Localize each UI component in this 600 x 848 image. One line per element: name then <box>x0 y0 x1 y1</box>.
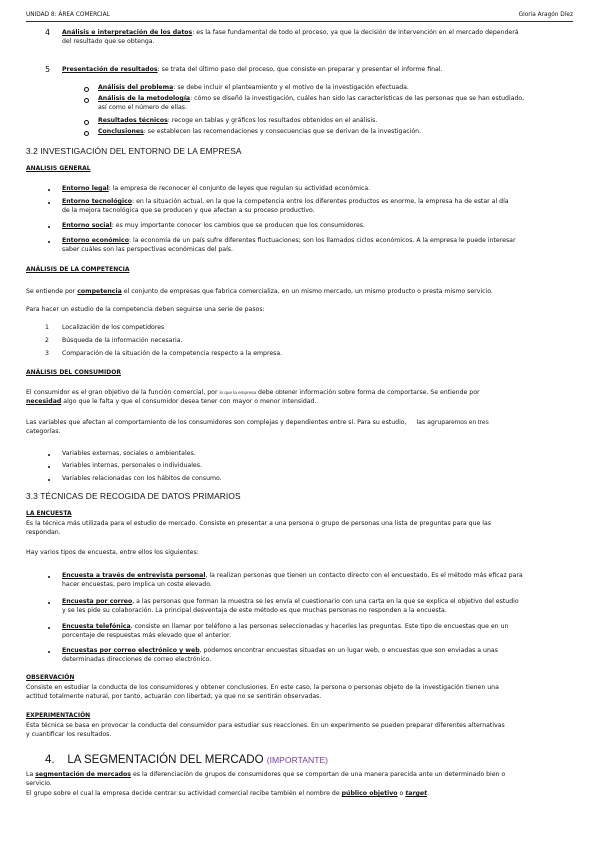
entorno-text-cont: saber cuáles son las perspectivas económicas del país. <box>62 245 233 253</box>
bullet-icon <box>48 466 50 468</box>
sub-item-text: : se debe incluir el planteamiento y el motivo de la investigación efectuada. <box>173 84 409 91</box>
heading-title: LA SEGMENTACIÓN DEL MERCADO <box>67 754 264 766</box>
variable-item: Variables externas, sociales o ambientales. <box>62 450 196 457</box>
text: debe <box>256 389 276 396</box>
entorno-title: Entorno social <box>62 222 112 229</box>
subsection-heading: OBSERVACIÓN <box>26 674 75 681</box>
text: respondan. <box>26 528 61 536</box>
text: Es la técnica más utilizada para el estudio de mercado. Consiste en presentar a una persona o grupo de personas una lista de preguntas para que las <box>26 520 492 527</box>
section-heading: 3.3 TÉCNICAS DE RECOGIDA DE DATOS PRIMARIOS <box>26 491 241 501</box>
item-number: 4 <box>45 28 51 37</box>
subsection-heading: ANÁLISIS DE LA COMPETENCIA <box>26 266 130 273</box>
sub-item-title: Conclusiones <box>98 128 144 135</box>
page-header <box>26 11 573 22</box>
step-number: 2 <box>45 337 49 344</box>
entorno-item <box>62 185 576 194</box>
text-small: lo que la empresa <box>219 390 257 395</box>
step-text: Búsqueda de la información necesaria. <box>62 337 183 344</box>
term: segmentación de mercados <box>35 771 131 778</box>
bullet-icon <box>48 202 50 204</box>
paragraph <box>26 771 576 789</box>
text: Consiste en estudiar la conducta de los consumidores y obtener conclusiones. En este caso, la persona o personas objeto de la investigación tienen una <box>26 684 499 691</box>
subsection-heading: ANÁLISIS DEL CONSUMIDOR <box>26 369 121 376</box>
sub-item-title: Análisis del problema <box>98 84 174 91</box>
text: actitud totalmente natural, por tanto, actuarán con libertad, ya que no se sentirán observadas. <box>26 692 322 700</box>
text: La <box>26 771 36 778</box>
paragraph: Hay varios tipos de encuesta, entre ellos los siguientes: <box>26 549 199 556</box>
entorno-text: : la empresa de reconocer el conjunto de leyes que regulan su actividad económica. <box>108 185 371 192</box>
bullet-icon <box>48 576 50 578</box>
encuesta-title: Encuesta por correo <box>62 598 133 605</box>
circle-bullet-icon <box>84 131 89 136</box>
entorno-text: : la economía de un país sufre diferentes fluctuaciones; son los llamados ciclos económicos. A la empresa le puede interesar <box>128 237 516 244</box>
encuesta-text-cont: y se les pide su colaboración. La principal desventaja de este método es que muchas personas no responden a la encuesta. <box>62 606 447 614</box>
entorno-item <box>62 222 576 231</box>
text: las agrupa <box>416 419 450 426</box>
text: o <box>397 790 406 797</box>
variable-item: Variables internas, personales o individuales. <box>62 462 202 469</box>
sub-item <box>98 117 576 126</box>
text: El consumidor es el gran objetivo de la función comercial, por <box>26 389 220 396</box>
text-large: obtener <box>275 389 298 396</box>
entorno-text: : es muy importante conocer los cambios que se producen que los consumidores. <box>111 222 365 229</box>
step-text: Localización de los competidores <box>62 324 165 331</box>
item-4-paragraph <box>62 29 577 47</box>
text: Las variables que afectan al comportamiento de los consumidores son complejas y dependientes entre sí. Para su estudio, <box>26 419 407 426</box>
variable-item: Variables relacionadas con los hábitos de consumo. <box>62 475 222 482</box>
encuesta-text: , podemos encontrar encuestas situadas en un lugar web, o encuestas que son enviadas a unas <box>199 647 498 654</box>
sub-item-title: Resultados técnicos <box>98 117 168 124</box>
text: categorías. <box>26 427 61 435</box>
paragraph <box>26 288 576 297</box>
term: necesidad <box>26 397 62 405</box>
item-number: 5 <box>45 65 51 74</box>
sub-item <box>98 128 576 137</box>
bullet-icon <box>48 651 50 653</box>
encuesta-text-cont: porcentaje de respuestas más elevado que el anterior. <box>62 631 231 639</box>
term: público objetivo <box>341 790 398 797</box>
encuesta-item <box>62 598 576 616</box>
paragraph <box>26 684 576 702</box>
paragraph <box>26 520 576 538</box>
header-author: Gloria Aragón Díez <box>518 12 573 18</box>
encuesta-item <box>62 572 576 590</box>
text: Esta técnica se basa en provocar la conducta del consumidor para estudiar sus reacciones. En un experimento se pueden preparar diferentes alternativas <box>26 722 505 729</box>
text-large: remos en tres <box>449 419 489 426</box>
text: Se entiende por <box>26 288 78 295</box>
step-number: 3 <box>45 350 49 357</box>
paragraph <box>26 790 576 799</box>
bullet-icon <box>48 454 50 456</box>
sub-item <box>98 84 576 93</box>
header-unit: UNIDAD 8: ÁREA COMERCIAL <box>26 12 110 18</box>
paragraph <box>26 388 576 407</box>
encuesta-item <box>62 647 576 665</box>
item-5-text: : se trata del último paso del proceso, que consiste en preparar y presentar el informe final. <box>157 66 443 73</box>
term: target <box>405 790 428 797</box>
entorno-item <box>62 237 576 255</box>
term: competencia <box>77 288 122 295</box>
sub-item-text: : se establecen las recomendaciones y consecuencias que se derivan de la investigación. <box>143 128 422 135</box>
step-text: Comparación de la situación de la competencia respecto a la empresa. <box>62 350 283 357</box>
entorno-title: Entorno económico <box>62 237 129 244</box>
text: información sobre forma de comportarse. Se entiende por <box>297 389 480 396</box>
bullet-icon <box>48 602 50 604</box>
text: . <box>427 790 430 797</box>
circle-bullet-icon <box>84 98 89 103</box>
step-number: 1 <box>45 324 49 331</box>
item-5-title: Presentación de resultados <box>62 66 158 73</box>
sub-item-text: : cómo se diseñó la investigación, cuáles han sido las características de las personas que se han estudiado, <box>190 95 525 102</box>
encuesta-text-cont: hacer encuestas, pero implica un coste elevado. <box>62 580 212 588</box>
item-4-text: : es la fase fundamental de todo el proceso, ya que la decisión de intervención en el mercado dependerá <box>192 29 519 36</box>
subsection-heading: ANALISIS GENERAL <box>26 165 91 172</box>
encuesta-title: Encuesta telefónica <box>62 623 131 630</box>
text: es la diferenciación de grupos de consumidores que se comportan de una manera parecida ante un determinado bien o <box>131 771 506 778</box>
text: y cuantificar los resultados. <box>26 730 112 738</box>
entorno-item <box>62 198 576 216</box>
paragraph <box>26 418 576 437</box>
bullet-icon <box>48 241 50 243</box>
text: El grupo sobre el cual la empresa decide centrar su actividad comercial recibe también el nombre de <box>26 790 342 797</box>
circle-bullet-icon <box>84 87 89 92</box>
bullet-icon <box>48 226 50 228</box>
encuesta-text: , a las personas que forman la muestra se les envía el cuestionario con una carta en la que se explica el objetivo del estudio <box>132 598 519 605</box>
item-5-paragraph <box>62 66 577 75</box>
entorno-text: : en la situación actual, en la que la competencia entre los diferentes productos es enorme, la empresa ha de estar al día <box>132 198 509 205</box>
paragraph <box>26 722 576 740</box>
encuesta-item <box>62 623 576 641</box>
bullet-icon <box>48 479 50 481</box>
encuesta-text: , consiste en llamar por teléfono a las personas seleccionadas y hacerles las preguntas. Este tipo de encuestas que en un <box>130 623 509 630</box>
entorno-title: Entorno legal <box>62 185 109 192</box>
bullet-icon <box>48 627 50 629</box>
encuesta-text-cont: determinadas direcciones de correo electrónico. <box>62 655 212 663</box>
item-4-title: Análisis e interpretación de los datos <box>62 29 193 36</box>
item-4-text-cont: del resultado que se obtenga. <box>62 37 155 45</box>
text: algo que le falta y que el consumidor desea tener con mayor o menor intensidad. <box>61 397 317 405</box>
sub-item-text-cont: así como el número de ellas. <box>98 103 187 111</box>
encuesta-text: , la realizan personas que tienen un contacto directo con el encuestado. Es el método más eficaz para <box>205 572 523 579</box>
text: el conjunto de empresas que fabrica comercializa, en un mismo mercado, un mismo producto o presta mismo servicio. <box>121 288 493 295</box>
sub-item-text: : recoge en tablas y gráficos los resultados obtenidos en el análisis. <box>167 117 378 124</box>
text: servicio. <box>26 779 52 787</box>
encuesta-title: Encuesta a través de entrevista personal <box>62 572 206 579</box>
sub-item-title: Análisis de la metodología <box>98 95 191 102</box>
sub-item <box>98 95 576 113</box>
encuesta-title: Encuestas por correo electrónico y web <box>62 647 200 654</box>
entorno-title: Entorno tecnológico <box>62 198 133 205</box>
paragraph: Para hacer un estudio de la competencia deben seguirse una serie de pasos: <box>26 306 265 313</box>
entorno-text-cont: de la mejora tecnológica que se producen y que afectan a su proceso productivo. <box>62 206 315 214</box>
important-tag: (IMPORTANTE) <box>266 755 329 765</box>
subsection-heading: EXPERIMENTACIÓN <box>26 712 91 719</box>
subsection-heading: LA ENCUESTA <box>26 510 72 517</box>
bullet-icon <box>48 189 50 191</box>
section-heading: 3.2 INVESTIGACIÓN DEL ENTORNO DE LA EMPRESA <box>26 146 242 156</box>
heading-number: 4. <box>45 754 55 766</box>
circle-bullet-icon <box>84 120 89 125</box>
main-heading <box>45 752 328 769</box>
